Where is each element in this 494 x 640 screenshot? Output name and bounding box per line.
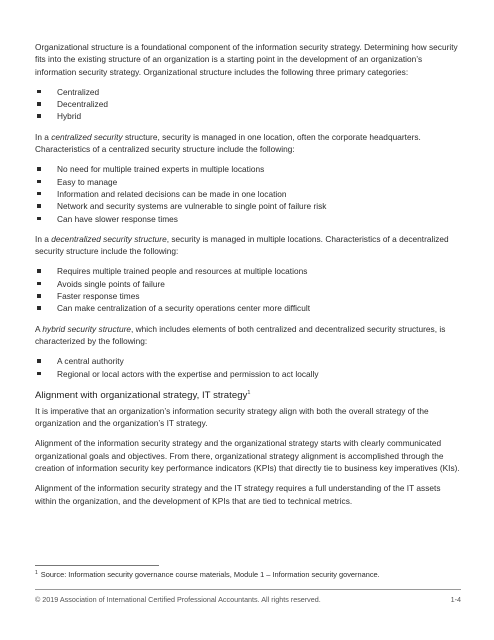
hybrid-paragraph [35,323,461,348]
footer-divider [35,589,461,590]
list-item: Easy to manage [35,176,461,188]
list-item: No need for multiple trained experts in multiple locations [35,163,461,175]
text-run: , which includes elements of both centralized and decentralized security structures, is characterized by the following: [35,323,446,346]
document-body [35,41,461,515]
text-run: A [35,323,43,334]
list-item: Network and security systems are vulnerable to single point of failure risk [35,200,461,212]
section-paragraph: Alignment of the information security strategy and the organizational strategy starts with clearly communicated organizational goals and objectives. From there, organizational strategy alignment is accomplished through the creation of information security key performance indicators (KPIs) that directly tie to business key imperatives (KIs). [35,438,460,474]
section-heading [35,390,461,402]
page-footer [35,595,461,604]
list-item: Decentralized [35,98,461,110]
decentralized-paragraph [35,233,461,258]
list-item: Can have slower response times [35,213,461,225]
list-item: Regional or local actors with the expertise and permission to act locally [35,368,461,380]
list-item: Requires multiple trained people and resources at multiple locations [35,265,461,277]
footnote-mark: 1 [35,569,38,576]
section-paragraph: It is imperative that an organization’s information security strategy align with both the overall strategy of the organization and the organization’s IT strategy. [35,405,429,429]
centralized-paragraph [35,131,461,156]
list-item: Avoids single points of failure [35,278,461,290]
decentralized-list [35,265,461,314]
text-run: , security is managed in multiple locations. Characteristics of a decentralized security structure include the following: [35,233,449,257]
list-item: Information and related decisions can be made in one location [35,188,461,200]
page-number: 1-4 [450,595,461,604]
list-item: Hybrid [35,110,461,122]
hybrid-list [35,355,461,380]
text-run: In a [35,233,52,244]
heading-text: Alignment with organizational strategy, IT strategy [35,389,248,401]
list-item: A central authority [35,355,461,367]
footnote-divider [35,565,159,566]
categories-list [35,86,461,123]
list-item: Can make centralization of a security operations center more difficult [35,302,461,314]
text-run: structure, security is managed in one location, often the corporate headquarters. Characteristics of a centralized security structure include the following: [35,131,421,155]
list-item: Faster response times [35,290,461,302]
footnote [35,570,461,580]
defined-term: decentralized security structure [51,233,167,244]
intro-paragraph: Organizational structure is a foundational component of the information security strategy. Determining how security fits into the existing structure of an organization is a starting point in the development of an organization’s information security strategy. Organizational structure includes the following three primary categories: [35,42,458,77]
centralized-list [35,163,461,224]
footnote-reference[interactable]: 1 [247,389,251,396]
footnote-text: Source: Information security governance course materials, Module 1 – Information security governance. [40,570,380,579]
section-paragraph: Alignment of the information security strategy and the IT strategy requires a full understanding of the IT assets within the organization, and the development of KPIs that are tied to technical metrics. [35,483,441,506]
copyright-text: © 2019 Association of International Certified Professional Accountants. All rights reserved. [35,595,321,604]
list-item: Centralized [35,86,461,98]
defined-term: centralized security [51,131,123,142]
text-run: In a [35,131,52,142]
defined-term: hybrid security structure [42,323,131,334]
